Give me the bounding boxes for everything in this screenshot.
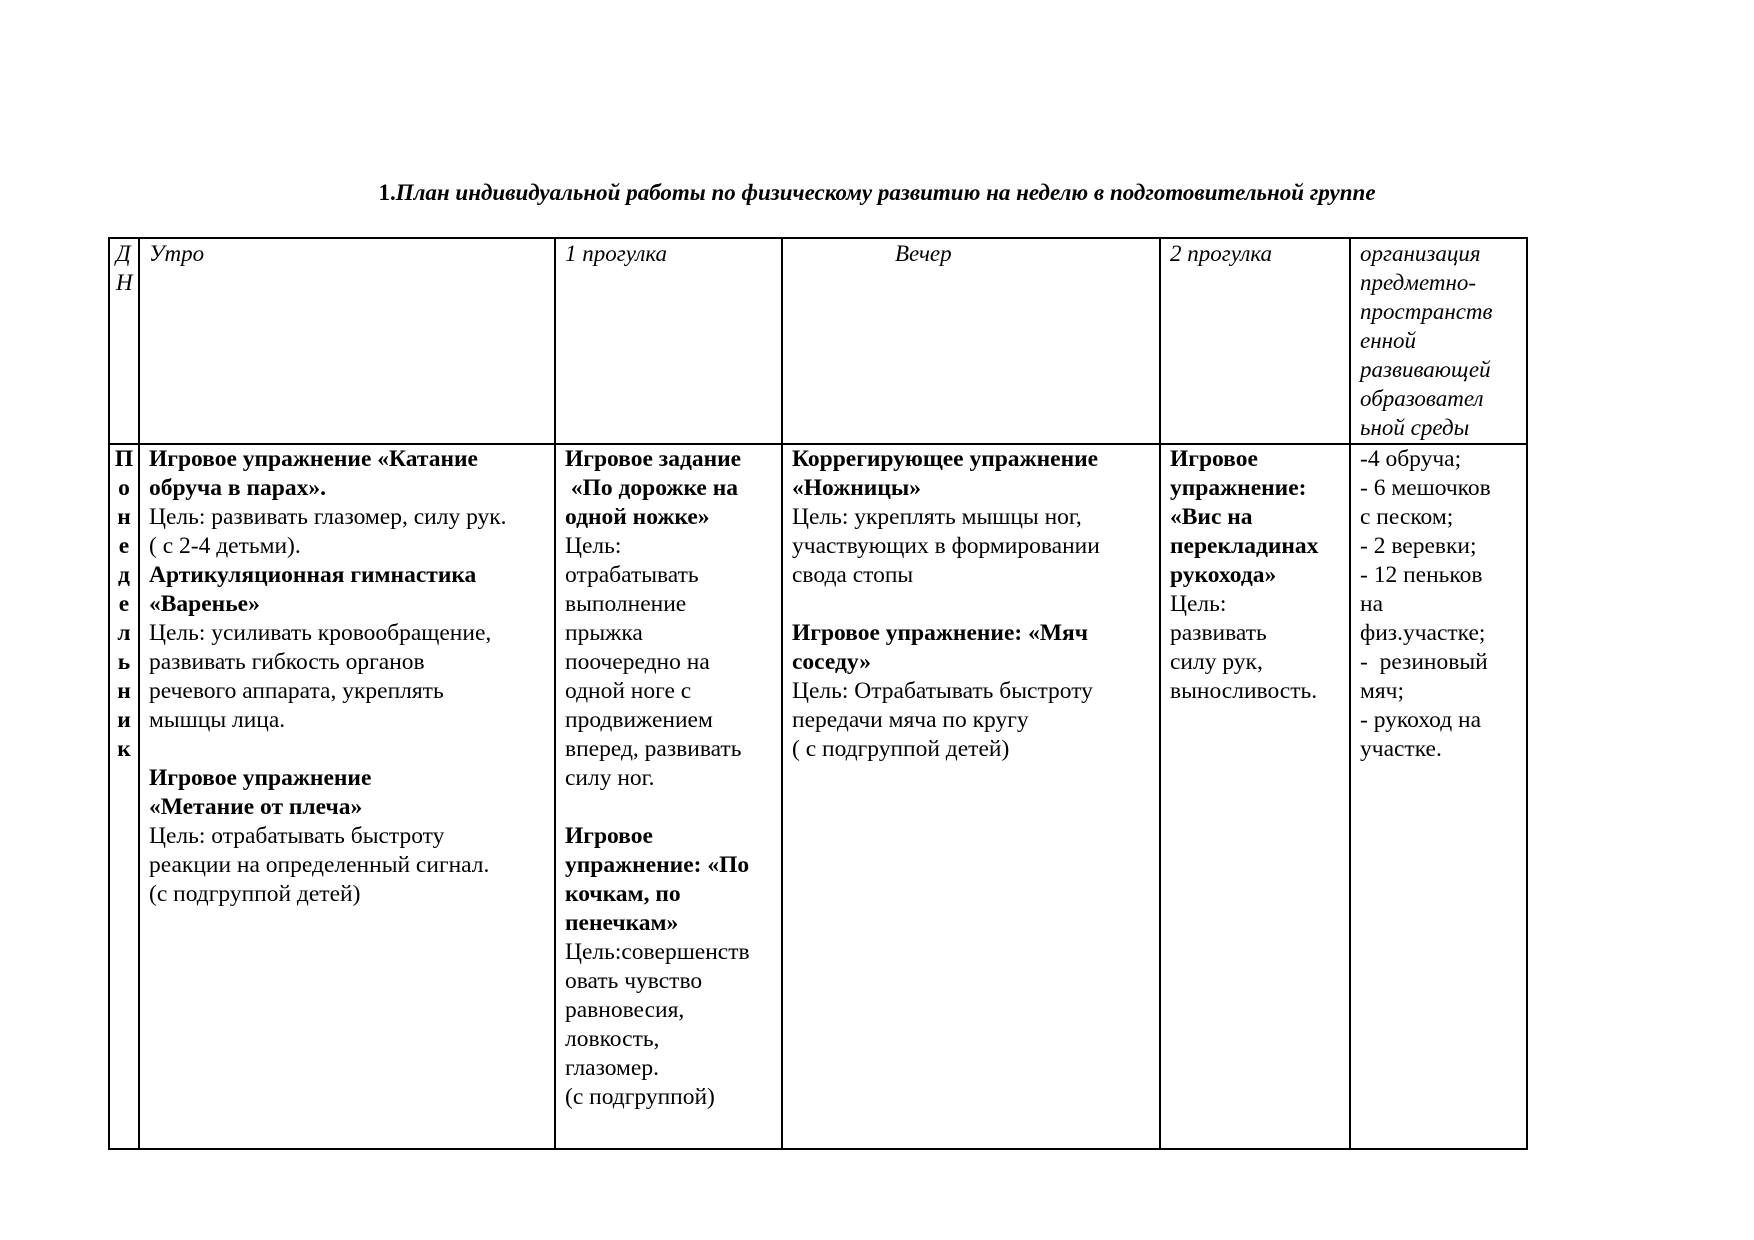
text-line: Игровое упражнение <box>149 765 372 791</box>
text-line: Игровое <box>565 823 653 849</box>
text-line: прыжка <box>565 620 643 646</box>
day-letter: П <box>114 446 134 472</box>
text-line: Н <box>116 270 133 295</box>
text-line: ьной среды <box>1360 415 1470 440</box>
text-line: перекладинах <box>1170 533 1319 559</box>
text-line: пространств <box>1360 299 1493 324</box>
spacer <box>792 590 1150 619</box>
text-line: Цель: усиливать кровообращение, <box>149 620 492 646</box>
header-row <box>109 238 1527 444</box>
text-line: Игровое упражнение «Катание <box>149 446 478 472</box>
text-line: овать чувство <box>565 968 703 994</box>
text-line: Игровое задание <box>565 446 742 472</box>
morning-cell <box>139 444 555 1149</box>
text-line: выполнение <box>565 591 687 617</box>
text-line: мяч; <box>1360 678 1405 704</box>
text-line: участвующих в формировании <box>792 533 1100 559</box>
text-line: «Вис на <box>1170 504 1253 530</box>
text-line: организация <box>1360 241 1481 266</box>
text-line: «Метание от плеча» <box>149 794 363 820</box>
page-title <box>0 178 1754 208</box>
text-line: предметно- <box>1360 270 1477 295</box>
day-letter: л <box>117 620 131 646</box>
evening-ex1-title <box>792 445 1150 503</box>
text-line: продвижением <box>565 707 713 733</box>
plan-table <box>108 237 1528 1150</box>
title-number: 1. <box>378 180 396 205</box>
header-day <box>109 238 139 444</box>
morning-ex1-title <box>149 445 545 503</box>
text-line: -4 обруча; <box>1360 446 1462 472</box>
text-line: Цель: <box>565 533 622 559</box>
walk1-ex1-title <box>565 445 772 532</box>
text-line: енной <box>1360 328 1417 353</box>
day-cell-monday <box>109 444 139 1149</box>
morning-ex1-goal <box>149 503 545 561</box>
text-line: образовател <box>1360 386 1484 411</box>
morning-ex3-title <box>149 764 545 822</box>
text-line: (с подгруппой) <box>565 1084 715 1110</box>
text-line: реакции на определенный сигнал. <box>149 852 490 878</box>
day-letter: и <box>117 707 131 733</box>
text-line: - резиновый <box>1360 649 1488 675</box>
day-letter: д <box>118 562 130 588</box>
walk1-cell <box>555 444 782 1149</box>
evening-ex1-goal <box>792 503 1150 590</box>
text-line: упражнение: «По <box>565 852 750 878</box>
text-line: вперед, развивать <box>565 736 742 762</box>
spacer <box>149 735 545 764</box>
text-line: силу рук, <box>1170 649 1263 675</box>
text-line: с песком; <box>1360 504 1454 530</box>
text-line: «По дорожке на <box>565 475 738 501</box>
walk2-cell <box>1160 444 1350 1149</box>
text-line: Артикуляционная гимнастика <box>149 562 477 588</box>
text-line: силу ног. <box>565 765 655 791</box>
text-line: Цель: развивать глазомер, силу рук. <box>149 504 507 530</box>
text-line: - 2 веревки; <box>1360 533 1477 559</box>
header-morning: Утро <box>139 238 555 444</box>
morning-ex2-title <box>149 561 545 619</box>
header-environment <box>1350 238 1527 444</box>
text-line: - рукоход на <box>1360 707 1482 733</box>
table-row <box>109 444 1527 1149</box>
text-line: Игровое <box>1170 446 1258 472</box>
day-letter: н <box>117 678 131 704</box>
text-line: Игровое упражнение: «Мяч <box>792 620 1088 646</box>
text-line: соседу» <box>792 649 871 675</box>
walk2-ex1-goal <box>1170 590 1340 706</box>
text-line: «Ножницы» <box>792 475 921 501</box>
text-line: Цель: укреплять мышцы ног, <box>792 504 1082 530</box>
text-line: рукохода» <box>1170 562 1277 588</box>
text-line: Цель: Отрабатывать быстроту <box>792 678 1093 704</box>
text-line: участке. <box>1360 736 1442 762</box>
text-line: - 6 мешочков <box>1360 475 1491 501</box>
text-line: кочкам, по <box>565 881 681 907</box>
text-line: пенечкам» <box>565 910 679 936</box>
text-line: физ.участке; <box>1360 620 1486 646</box>
text-line: Коррегирующее упражнение <box>792 446 1099 472</box>
text-line: Цель:совершенств <box>565 939 750 965</box>
text-line: ловкость, <box>565 1026 660 1052</box>
walk2-ex1-title <box>1170 445 1340 590</box>
text-line: обруча в парах». <box>149 475 326 501</box>
day-letter: е <box>118 533 130 559</box>
text-line: мышцы лица. <box>149 707 286 733</box>
text-line: речевого аппарата, укреплять <box>149 678 444 704</box>
text-line: развивать <box>1170 620 1267 646</box>
text-line: равновесия, <box>565 997 685 1023</box>
header-walk2: 2 прогулка <box>1160 238 1350 444</box>
text-line: отрабатывать <box>565 562 699 588</box>
text-line: Цель: отрабатывать быстроту <box>149 823 445 849</box>
morning-ex3-goal <box>149 822 545 909</box>
text-line: глазомер. <box>565 1055 659 1081</box>
day-letter: н <box>117 504 131 530</box>
spacer <box>565 793 772 822</box>
text-line: Цель: <box>1170 591 1227 617</box>
text-line: передачи мяча по кругу <box>792 707 1029 733</box>
text-line: (с подгруппой детей) <box>149 881 361 907</box>
text-line: поочередно на <box>565 649 710 675</box>
text-line: выносливость. <box>1170 678 1318 704</box>
text-line: одной ноге с <box>565 678 692 704</box>
day-letter: к <box>117 736 131 762</box>
day-letter: о <box>118 475 130 501</box>
text-line: упражнение: <box>1170 475 1307 501</box>
text-line: развивающей <box>1360 357 1491 382</box>
walk1-ex2-title <box>565 822 772 938</box>
day-letter: ь <box>117 649 131 675</box>
text-line: развивать гибкость органов <box>149 649 425 675</box>
header-environment-text <box>1360 239 1517 442</box>
header-day-text <box>116 239 138 297</box>
text-line: одной ножке» <box>565 504 710 530</box>
text-line: ( с 2-4 детьми). <box>149 533 301 559</box>
day-label <box>112 445 136 764</box>
text-line: «Варенье» <box>149 591 260 617</box>
walk1-ex2-goal <box>565 938 772 1112</box>
environment-cell <box>1350 444 1527 1149</box>
morning-ex2-goal <box>149 619 545 735</box>
evening-ex2-title <box>792 619 1150 677</box>
header-evening: Вечер <box>782 238 1160 444</box>
walk1-ex1-goal <box>565 532 772 793</box>
text-line: Д <box>116 241 131 266</box>
text-line: свода стопы <box>792 562 914 588</box>
title-text: План индивидуальной работы по физическому развитию на неделю в подготовительной группе <box>395 180 1376 205</box>
text-line: на <box>1360 591 1384 617</box>
text-line: - 12 пеньков <box>1360 562 1483 588</box>
header-walk1: 1 прогулка <box>555 238 782 444</box>
environment-list <box>1360 445 1517 764</box>
day-letter: е <box>118 591 130 617</box>
evening-ex2-goal <box>792 677 1150 764</box>
text-line: ( с подгруппой детей) <box>792 736 1010 762</box>
evening-cell <box>782 444 1160 1149</box>
